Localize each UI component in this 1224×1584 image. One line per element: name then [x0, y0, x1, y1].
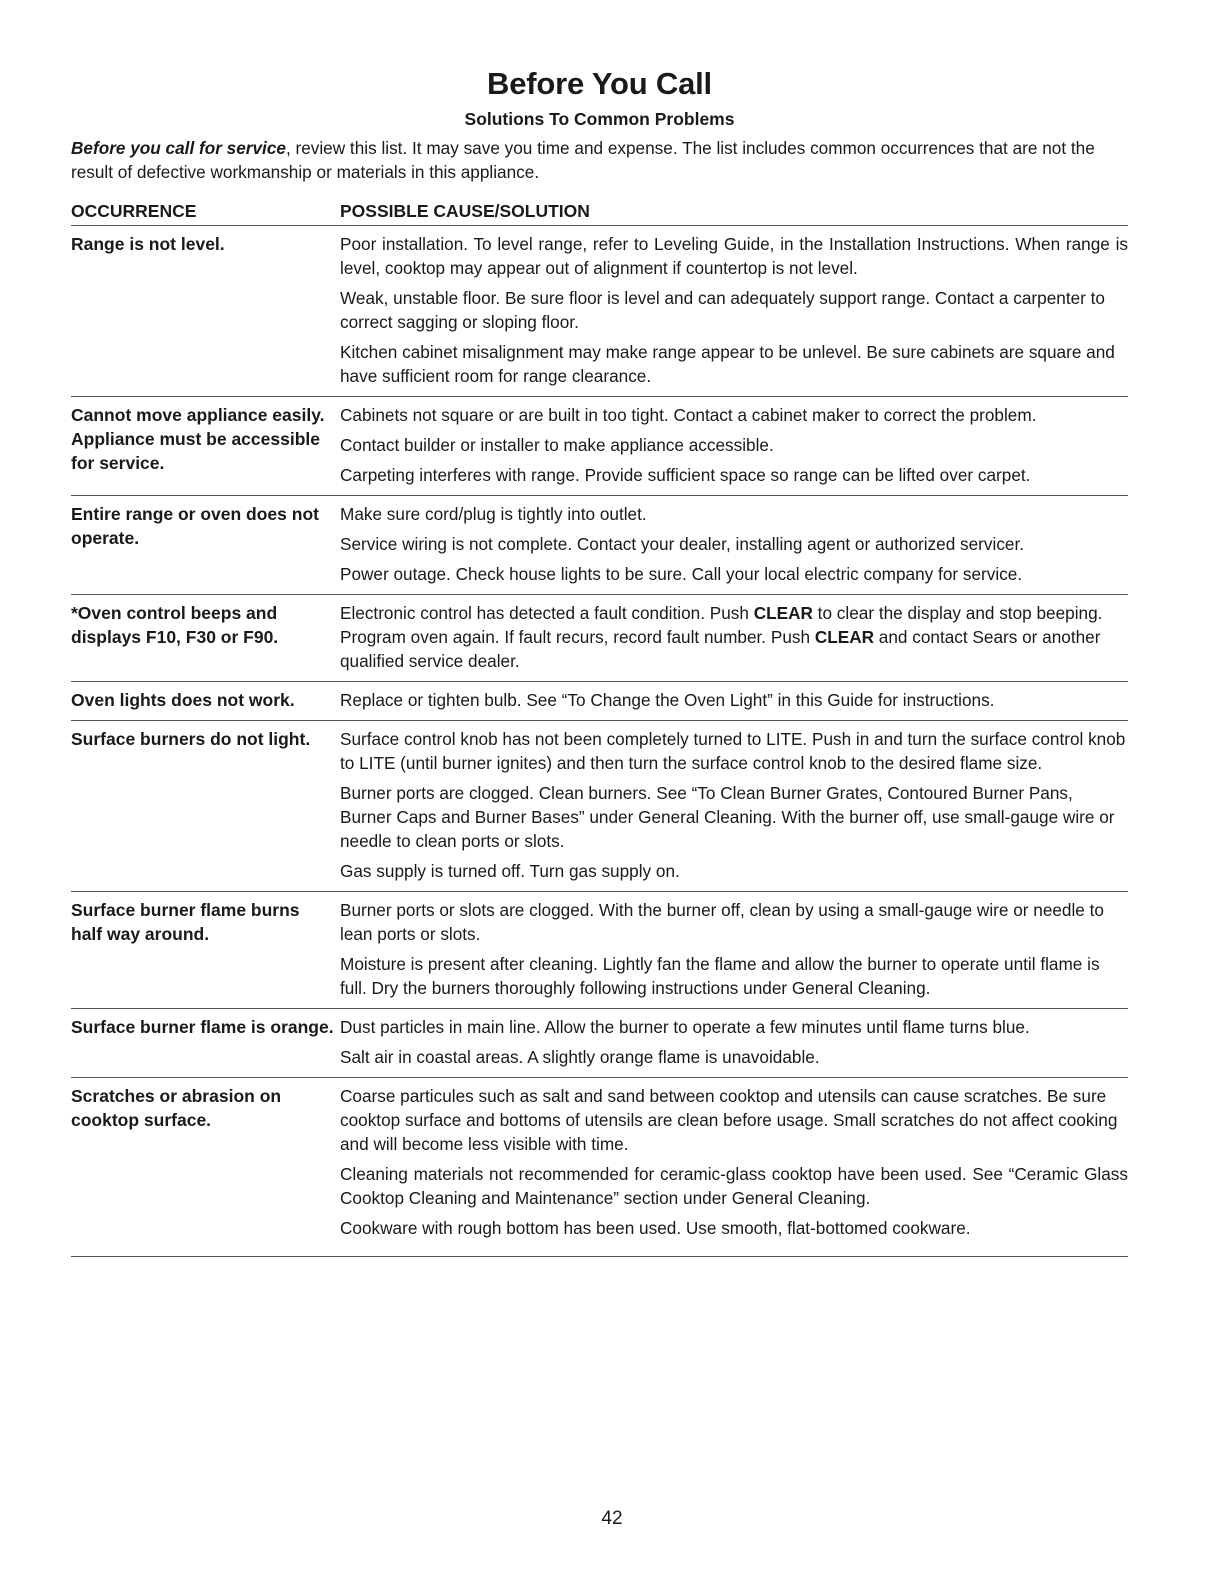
solution-item: Power outage. Check house lights to be sure. Call your local electric company for service.	[340, 564, 1023, 584]
solutions-cell	[340, 232, 1128, 388]
solution-item	[340, 601, 1128, 673]
page-subtitle: Solutions To Common Problems	[464, 109, 735, 129]
occurrence-cell: Range is not level.	[71, 234, 225, 254]
solution-text: and contact Sears or another qualified service dealer.	[340, 627, 1101, 671]
solution-item: Cookware with rough bottom has been used. Use smooth, flat-bottomed cookware.	[340, 1218, 971, 1238]
table-row	[71, 1009, 1128, 1078]
intro-lead: Before you call for service	[71, 138, 286, 158]
clear-key-label: CLEAR	[753, 603, 813, 623]
table-row	[71, 595, 1128, 682]
solution-text: Electronic control has detected a fault condition. Push	[340, 603, 754, 623]
page-title: Before You Call	[487, 66, 712, 101]
solution-text: to clear the display and stop beeping. Program oven again. If fault recurs, record fault number. Push	[340, 603, 1103, 647]
table-row	[71, 721, 1128, 892]
solution-item: Dust particles in main line. Allow the burner to operate a few minutes until flame turns blue.	[340, 1017, 1030, 1037]
solutions-cell	[340, 1015, 1128, 1069]
occurrence-cell: Surface burners do not light.	[71, 729, 311, 749]
occurrence-cell: Surface burner flame is orange.	[71, 1017, 334, 1037]
solutions-cell	[340, 403, 1128, 487]
clear-key-label: CLEAR	[814, 627, 875, 647]
table-row	[71, 496, 1128, 595]
solution-item: Carpeting interferes with range. Provide sufficient space so range can be lifted over carpet.	[340, 465, 1031, 485]
solution-item: Cleaning materials not recommended for ceramic-glass cooktop have been used. See “Ceramic Glass Cooktop Cleaning and Maintenance” section under General Cleaning.	[340, 1164, 1128, 1208]
solution-item: Make sure cord/plug is tightly into outlet.	[340, 504, 647, 524]
occurrence-cell: Scratches or abrasion on cooktop surface.	[71, 1086, 282, 1130]
solution-item: Burner ports or slots are clogged. With the burner off, clean by using a small-gauge wire or needle to lean ports or slots.	[340, 900, 1104, 944]
solution-item: Moisture is present after cleaning. Lightly fan the flame and allow the burner to operate until flame is full. Dry the burners thoroughly following instructions under General Cleaning.	[340, 954, 1100, 998]
solution-item: Burner ports are clogged. Clean burners. See “To Clean Burner Grates, Contoured Burner Pans, Burner Caps and Burner Bases” under General Cleaning. With the burner off, use small-gauge wire or needle to clean ports or slots.	[340, 783, 1115, 851]
solutions-cell	[340, 688, 1128, 712]
table-header	[71, 200, 1128, 226]
table-row	[71, 682, 1128, 721]
table-row	[71, 892, 1128, 1009]
occurrence-cell: Entire range or oven does not operate.	[71, 504, 319, 548]
solution-item: Cabinets not square or are built in too tight. Contact a cabinet maker to correct the problem.	[340, 405, 1037, 425]
solutions-cell	[340, 1084, 1128, 1240]
solution-item: Poor installation. To level range, refer to Leveling Guide, in the Installation Instructions. When range is level, cooktop may appear out of alignment if countertop is not level.	[340, 234, 1128, 278]
solution-item: Weak, unstable floor. Be sure floor is level and can adequately support range. Contact a carpenter to correct sagging or sloping floor.	[340, 288, 1105, 332]
solution-item: Replace or tighten bulb. See “To Change the Oven Light” in this Guide for instructions.	[340, 690, 995, 710]
solutions-cell	[340, 601, 1128, 673]
occurrence-cell: Oven lights does not work.	[71, 690, 295, 710]
solution-item: Service wiring is not complete. Contact your dealer, installing agent or authorized servicer.	[340, 534, 1025, 554]
table-row	[71, 397, 1128, 496]
page-content	[71, 64, 1128, 1257]
page-number: 42	[601, 1508, 623, 1529]
solutions-cell	[340, 727, 1128, 883]
intro-text: , review this list. It may save you time and expense. The list includes common occurrences that are not the result of defective workmanship or materials in this appliance.	[71, 138, 1095, 182]
solution-item: Surface control knob has not been completely turned to LITE. Push in and turn the surface control knob to LITE (until burner ignites) and then turn the surface control knob to the desired flame size.	[340, 729, 1126, 773]
table-row	[71, 226, 1128, 397]
solutions-cell	[340, 898, 1128, 1000]
table-row	[71, 1078, 1128, 1257]
column-header-occurrence: OCCURRENCE	[71, 201, 197, 221]
solution-item: Coarse particules such as salt and sand between cooktop and utensils can cause scratches. Be sure cooktop surface and bottoms of utensils are clean before usage. Small scratches do not affect cooking and will become less visible with time.	[340, 1086, 1118, 1154]
occurrence-cell: Cannot move appliance easily. Appliance must be accessible for service.	[71, 405, 325, 473]
solution-item: Kitchen cabinet misalignment may make range appear to be unlevel. Be sure cabinets are square and have sufficient room for range clearance.	[340, 342, 1115, 386]
solution-item: Salt air in coastal areas. A slightly orange flame is unavoidable.	[340, 1047, 820, 1067]
intro-paragraph	[71, 136, 1128, 184]
solution-item: Contact builder or installer to make appliance accessible.	[340, 435, 774, 455]
solution-item: Gas supply is turned off. Turn gas supply on.	[340, 861, 680, 881]
column-header-solution: POSSIBLE CAUSE/SOLUTION	[340, 201, 590, 221]
occurrence-cell: *Oven control beeps and displays F10, F30 or F90.	[71, 603, 279, 647]
occurrence-cell: Surface burner flame burns half way around.	[71, 900, 300, 944]
solutions-cell	[340, 502, 1128, 586]
